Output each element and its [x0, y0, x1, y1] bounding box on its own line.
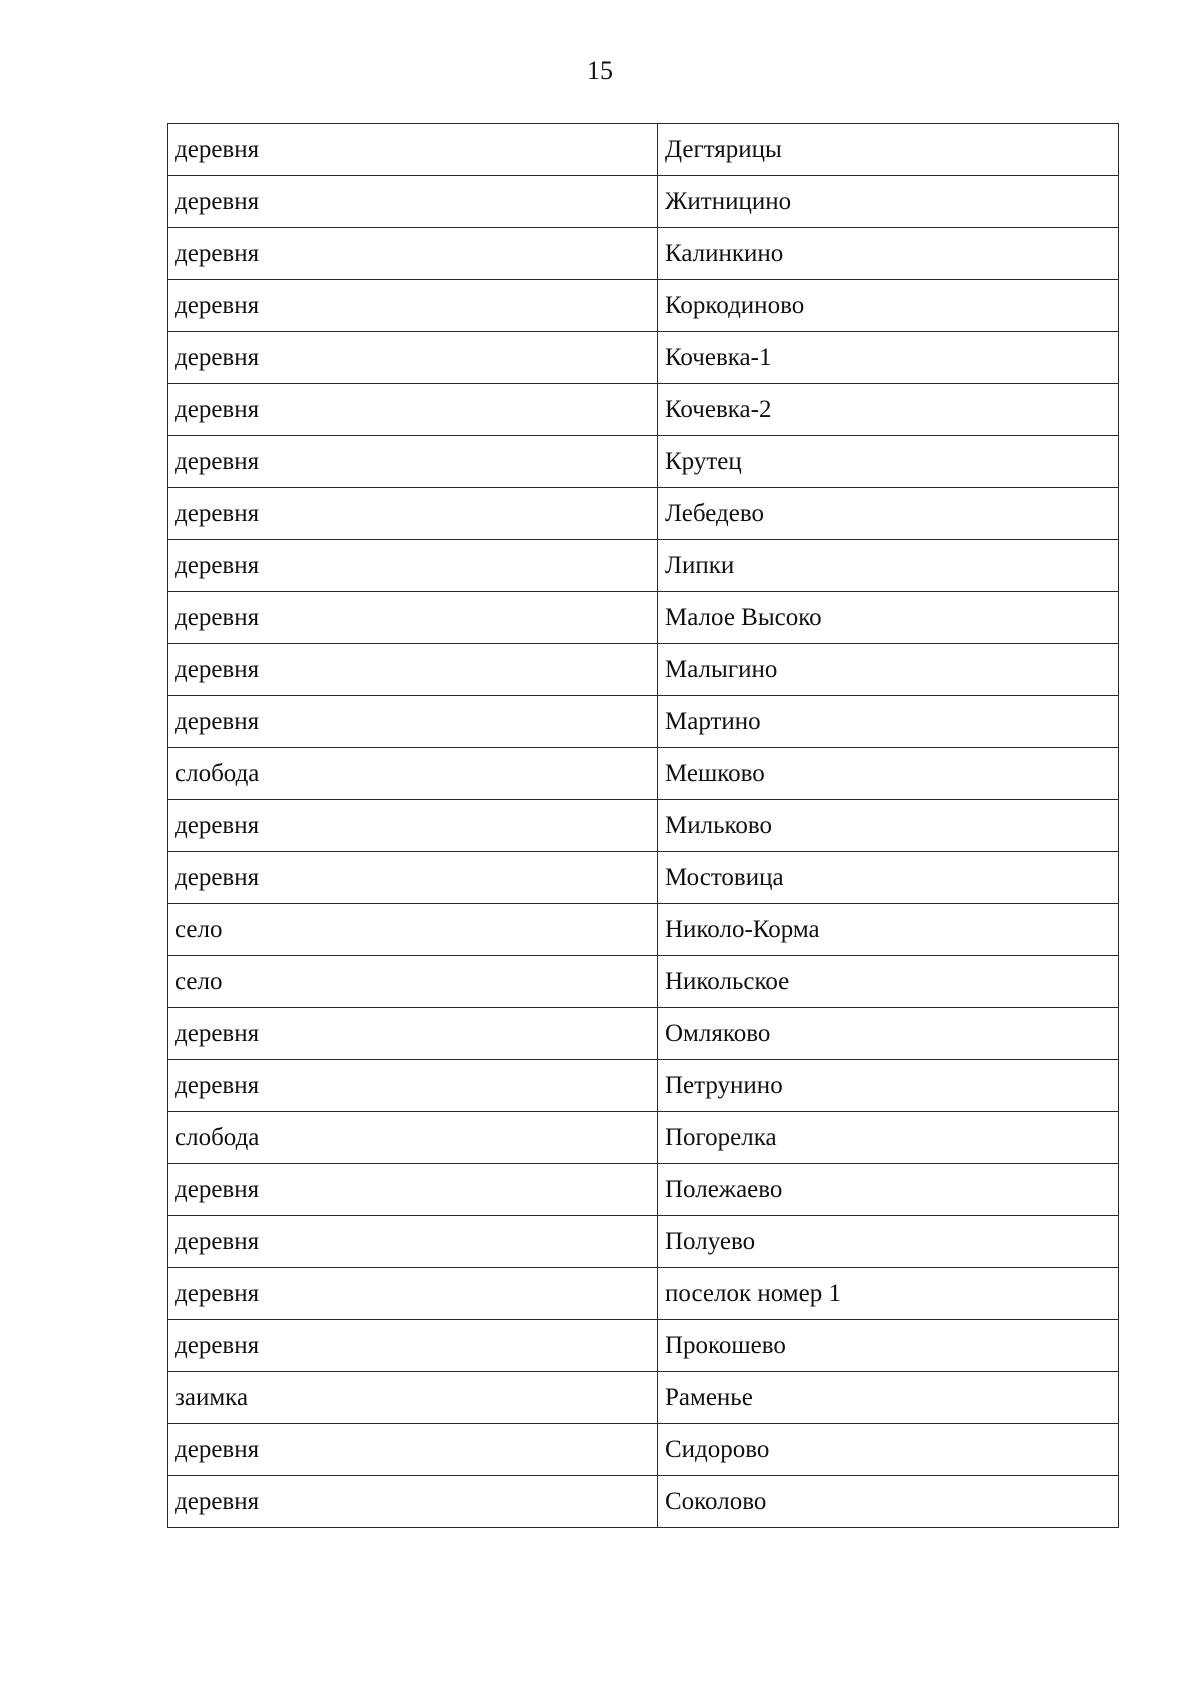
- settlement-name-cell: Лебедево: [658, 488, 1119, 540]
- table-row: [168, 592, 1119, 644]
- table-row: [168, 1008, 1119, 1060]
- settlement-name-cell: Липки: [658, 540, 1119, 592]
- settlement-name-cell: Сидорово: [658, 1424, 1119, 1476]
- table-row: [168, 1216, 1119, 1268]
- settlement-name-cell: Мешково: [658, 748, 1119, 800]
- settlement-type-cell: село: [168, 904, 658, 956]
- settlement-name-cell: поселок номер 1: [658, 1268, 1119, 1320]
- settlement-type-cell: деревня: [168, 1268, 658, 1320]
- table-row: [168, 124, 1119, 176]
- settlement-type-cell: деревня: [168, 696, 658, 748]
- settlement-type-cell: деревня: [168, 1060, 658, 1112]
- page-number: 15: [587, 56, 613, 85]
- settlement-name-cell: Дегтярицы: [658, 124, 1119, 176]
- settlement-type-cell: деревня: [168, 488, 658, 540]
- table-row: [168, 176, 1119, 228]
- settlement-name-cell: Малое Высоко: [658, 592, 1119, 644]
- settlement-name-cell: Раменье: [658, 1372, 1119, 1424]
- table-row: [168, 1164, 1119, 1216]
- table-row: [168, 332, 1119, 384]
- settlement-name-cell: Житницино: [658, 176, 1119, 228]
- table-row: [168, 1372, 1119, 1424]
- table-row: [168, 1060, 1119, 1112]
- table-row: [168, 1424, 1119, 1476]
- settlement-type-cell: деревня: [168, 124, 658, 176]
- table-row: [168, 488, 1119, 540]
- table-row: [168, 280, 1119, 332]
- settlement-type-cell: деревня: [168, 592, 658, 644]
- settlement-type-cell: деревня: [168, 384, 658, 436]
- settlement-name-cell: Соколово: [658, 1476, 1119, 1528]
- settlement-name-cell: Мильково: [658, 800, 1119, 852]
- settlement-type-cell: деревня: [168, 1008, 658, 1060]
- table-row: [168, 1268, 1119, 1320]
- table-row: [168, 540, 1119, 592]
- settlement-name-cell: Полуево: [658, 1216, 1119, 1268]
- settlement-name-cell: Калинкино: [658, 228, 1119, 280]
- settlements-table-body: [168, 124, 1119, 1528]
- settlement-name-cell: Петрунино: [658, 1060, 1119, 1112]
- table-row: [168, 1476, 1119, 1528]
- settlement-name-cell: Николо-Корма: [658, 904, 1119, 956]
- settlement-name-cell: Кочевка-2: [658, 384, 1119, 436]
- table-row: [168, 1320, 1119, 1372]
- settlement-type-cell: деревня: [168, 1164, 658, 1216]
- settlements-table: [167, 123, 1119, 1528]
- table-row: [168, 384, 1119, 436]
- table-row: [168, 1112, 1119, 1164]
- settlement-type-cell: село: [168, 956, 658, 1008]
- table-row: [168, 800, 1119, 852]
- settlement-name-cell: Мартино: [658, 696, 1119, 748]
- settlement-type-cell: деревня: [168, 800, 658, 852]
- settlement-name-cell: Полежаево: [658, 1164, 1119, 1216]
- settlement-type-cell: слобода: [168, 1112, 658, 1164]
- settlement-type-cell: деревня: [168, 1476, 658, 1528]
- settlement-type-cell: деревня: [168, 1424, 658, 1476]
- settlement-name-cell: Омляково: [658, 1008, 1119, 1060]
- table-row: [168, 904, 1119, 956]
- settlement-type-cell: деревня: [168, 280, 658, 332]
- settlement-name-cell: Коркодиново: [658, 280, 1119, 332]
- settlement-type-cell: деревня: [168, 540, 658, 592]
- table-row: [168, 852, 1119, 904]
- table-row: [168, 956, 1119, 1008]
- settlement-name-cell: Погорелка: [658, 1112, 1119, 1164]
- table-row: [168, 696, 1119, 748]
- settlement-type-cell: деревня: [168, 1216, 658, 1268]
- settlement-name-cell: Прокошево: [658, 1320, 1119, 1372]
- settlement-type-cell: деревня: [168, 852, 658, 904]
- table-row: [168, 748, 1119, 800]
- table-row: [168, 228, 1119, 280]
- settlement-name-cell: Малыгино: [658, 644, 1119, 696]
- settlement-type-cell: деревня: [168, 228, 658, 280]
- settlement-name-cell: Крутец: [658, 436, 1119, 488]
- settlement-type-cell: заимка: [168, 1372, 658, 1424]
- table-row: [168, 436, 1119, 488]
- settlement-type-cell: деревня: [168, 332, 658, 384]
- settlement-type-cell: деревня: [168, 644, 658, 696]
- settlement-name-cell: Мостовица: [658, 852, 1119, 904]
- settlement-name-cell: Никольское: [658, 956, 1119, 1008]
- settlement-type-cell: деревня: [168, 176, 658, 228]
- settlement-name-cell: Кочевка-1: [658, 332, 1119, 384]
- settlement-type-cell: деревня: [168, 1320, 658, 1372]
- settlement-type-cell: слобода: [168, 748, 658, 800]
- table-row: [168, 644, 1119, 696]
- settlement-type-cell: деревня: [168, 436, 658, 488]
